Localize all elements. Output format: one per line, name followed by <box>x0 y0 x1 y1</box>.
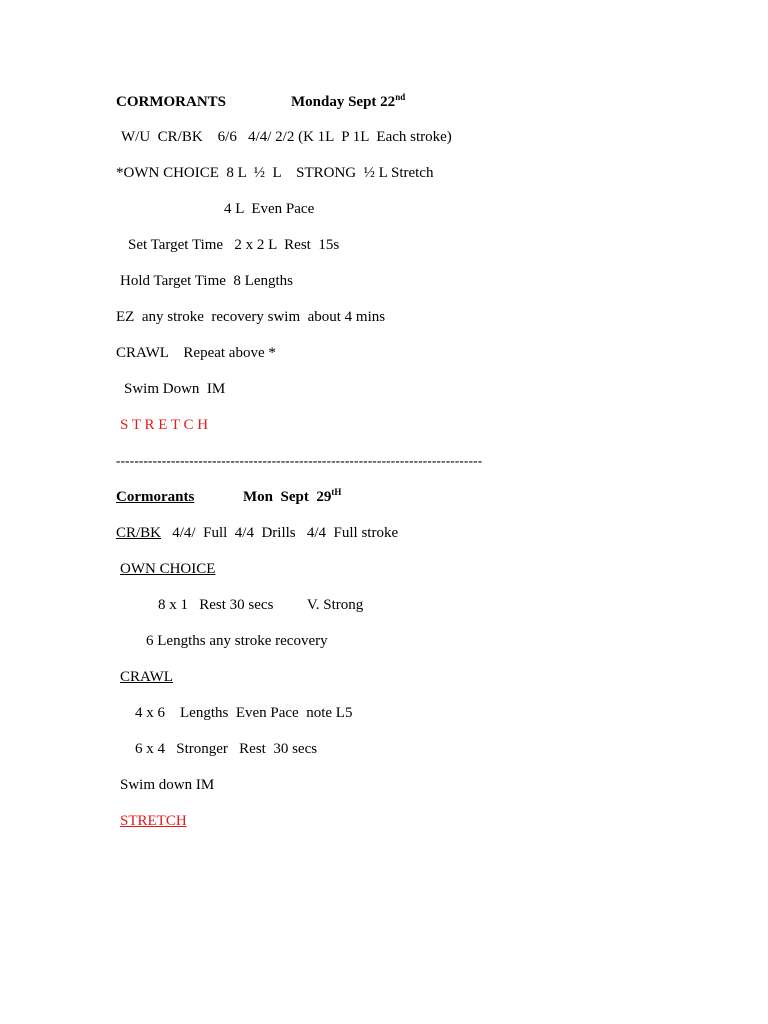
week1-set-target-line: Set Target Time 2 x 2 L Rest 15s <box>128 237 340 253</box>
week2-crawl-set2: 6 x 4 Stronger Rest 30 secs <box>135 741 318 757</box>
week2-crbk-line <box>116 524 398 542</box>
week1-even-pace-line: 4 L Even Pace <box>224 201 315 217</box>
week2-date-main: Mon Sept 29 <box>243 489 332 505</box>
week2-own-choice-heading: OWN CHOICE <box>120 561 216 577</box>
week1-date-main: Monday Sept 22 <box>291 94 396 110</box>
section-divider: -------------------------------------------------------------------------------- <box>116 453 483 468</box>
week2-date <box>243 488 341 506</box>
week1-title: CORMORANTS <box>116 94 227 110</box>
week2-own-choice-set: 8 x 1 Rest 30 secs V. Strong <box>158 597 364 613</box>
week2-crbk-rest: 4/4/ Full 4/4 Drills 4/4 Full stroke <box>161 525 399 541</box>
week2-stretch: STRETCH <box>120 813 187 829</box>
week2-crbk-label: CR/BK <box>116 525 162 541</box>
week1-warmup-line: W/U CR/BK 6/6 4/4/ 2/2 (K 1L P 1L Each stroke) <box>121 129 452 145</box>
week2-recovery-line: 6 Lengths any stroke recovery <box>146 633 328 649</box>
week1-stretch: S T R E T C H <box>120 417 209 433</box>
week2-crawl-heading: CRAWL <box>120 669 173 685</box>
week1-crawl-line: CRAWL Repeat above * <box>116 345 276 361</box>
week1-date-suffix: nd <box>395 92 406 102</box>
week1-own-choice-line: *OWN CHOICE 8 L ½ L STRONG ½ L Stretch <box>116 165 434 181</box>
week2-title: Cormorants <box>116 489 195 505</box>
week1-hold-target-line: Hold Target Time 8 Lengths <box>120 273 293 289</box>
week1-ez-line: EZ any stroke recovery swim about 4 mins <box>116 309 386 325</box>
week2-date-suffix: tH <box>331 487 342 497</box>
week1-date <box>291 93 405 111</box>
week1-swim-down-line: Swim Down IM <box>124 381 226 397</box>
week2-crawl-set1: 4 x 6 Lengths Even Pace note L5 <box>135 705 353 721</box>
week2-swim-down-line: Swim down IM <box>120 777 215 793</box>
